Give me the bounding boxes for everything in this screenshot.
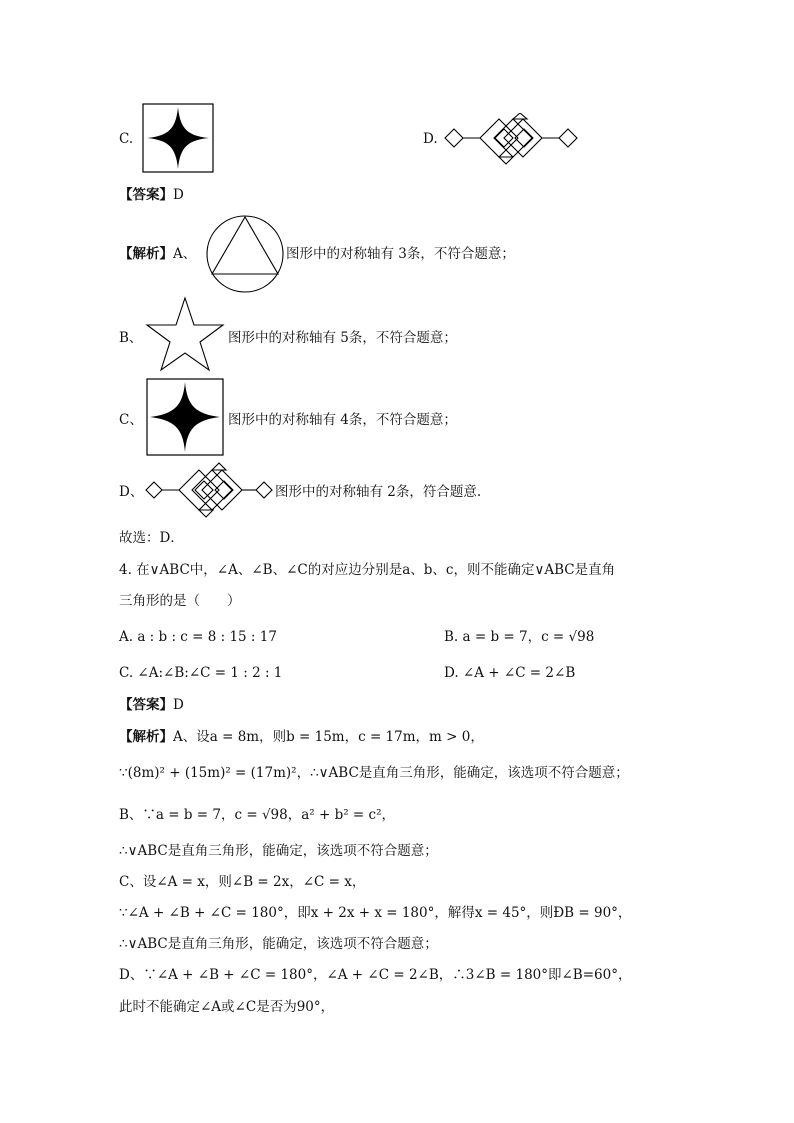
line-b-text: 图形中的对称轴有 5条，不符合题意；: [228, 330, 457, 346]
q4-solution-line5: C、设∠A = x，则∠B = 2x，∠C = x，: [119, 874, 366, 890]
line-c-text: 图形中的对称轴有 4条，不符合题意；: [228, 412, 457, 428]
q4-solution-line8: D、∵∠A + ∠B + ∠C = 180°，∠A + ∠C = 2∠B，∴3∠B = 180°即∠B=60°，: [119, 967, 632, 983]
line-c-prefix: C、: [119, 412, 143, 428]
q3-answer-line: [119, 186, 184, 204]
line-d-text: 图形中的对称轴有 2条，符合题意.: [275, 484, 482, 500]
option-c-label: C.: [119, 131, 134, 147]
analysis-tag: 【解析】: [119, 729, 173, 745]
line-a-text: 图形中的对称轴有 3条，不符合题意；: [286, 246, 515, 262]
interlocked-diamonds-figure: [443, 113, 579, 167]
q4-solution-line1: [119, 728, 484, 746]
q4-stem-line1: 4. 在∨ABC中，∠A、∠B、∠C的对应边分别是a、b、c，则不能确定∨ABC是直角: [119, 562, 616, 578]
q4-solution-line3: B、∵a = b = 7，c = √98，a² + b² = c²，: [119, 807, 395, 823]
q4-solution-line9: 此时不能确定∠A或∠C是否为90°，: [119, 999, 335, 1015]
q3-conclusion: 故选：D．: [119, 530, 184, 546]
q4-option-c: C. ∠A:∠B:∠C = 1 : 2 : 1: [119, 665, 283, 681]
answer-tag: 【答案】: [119, 187, 173, 203]
q4-answer-line: [119, 696, 184, 714]
q4-stem-line2: 三角形的是（ ）: [119, 593, 241, 609]
answer-value: D: [173, 697, 184, 713]
answer-tag: 【答案】: [119, 697, 173, 713]
q4-solution-line6: ∵∠A + ∠B + ∠C = 180°，即x + 2x + x = 180°，解得x = 45°，则ÐB = 90°，: [119, 905, 632, 921]
line-b-prefix: B、: [119, 330, 143, 346]
line-d-prefix: D、: [119, 484, 144, 500]
q4-solution-line2: ∵(8m)² + (15m)² = (17m)²，∴∨ABC是直角三角形，能确定，该选项不符合题意；: [119, 765, 629, 781]
astroid-square-figure: [142, 103, 214, 173]
q4-option-b: B. a = b = 7，c = √98: [444, 629, 595, 645]
option-d-label: D.: [423, 131, 438, 147]
analysis-tag: 【解析】: [119, 246, 173, 262]
q4-option-a: A. a : b : c = 8 : 15 : 17: [119, 629, 277, 645]
circle-triangle-figure: [204, 214, 286, 294]
q3-analysis-a: [119, 245, 196, 263]
five-point-star-figure: [143, 296, 227, 372]
answer-value: D: [173, 187, 184, 203]
sol-text: A、设a = 8m，则b = 15m，c = 17m，m > 0，: [173, 729, 484, 745]
q4-solution-line7: ∴∨ABC是直角三角形，能确定，该选项不符合题意；: [119, 936, 438, 952]
interlocked-diamonds-figure-2: [145, 462, 273, 518]
q4-option-d: D. ∠A + ∠C = 2∠B: [444, 665, 576, 681]
q4-solution-line4: ∴∨ABC是直角三角形，能确定，该选项不符合题意；: [119, 843, 438, 859]
line-a-prefix: A、: [173, 246, 197, 262]
astroid-square-figure-2: [146, 378, 224, 456]
